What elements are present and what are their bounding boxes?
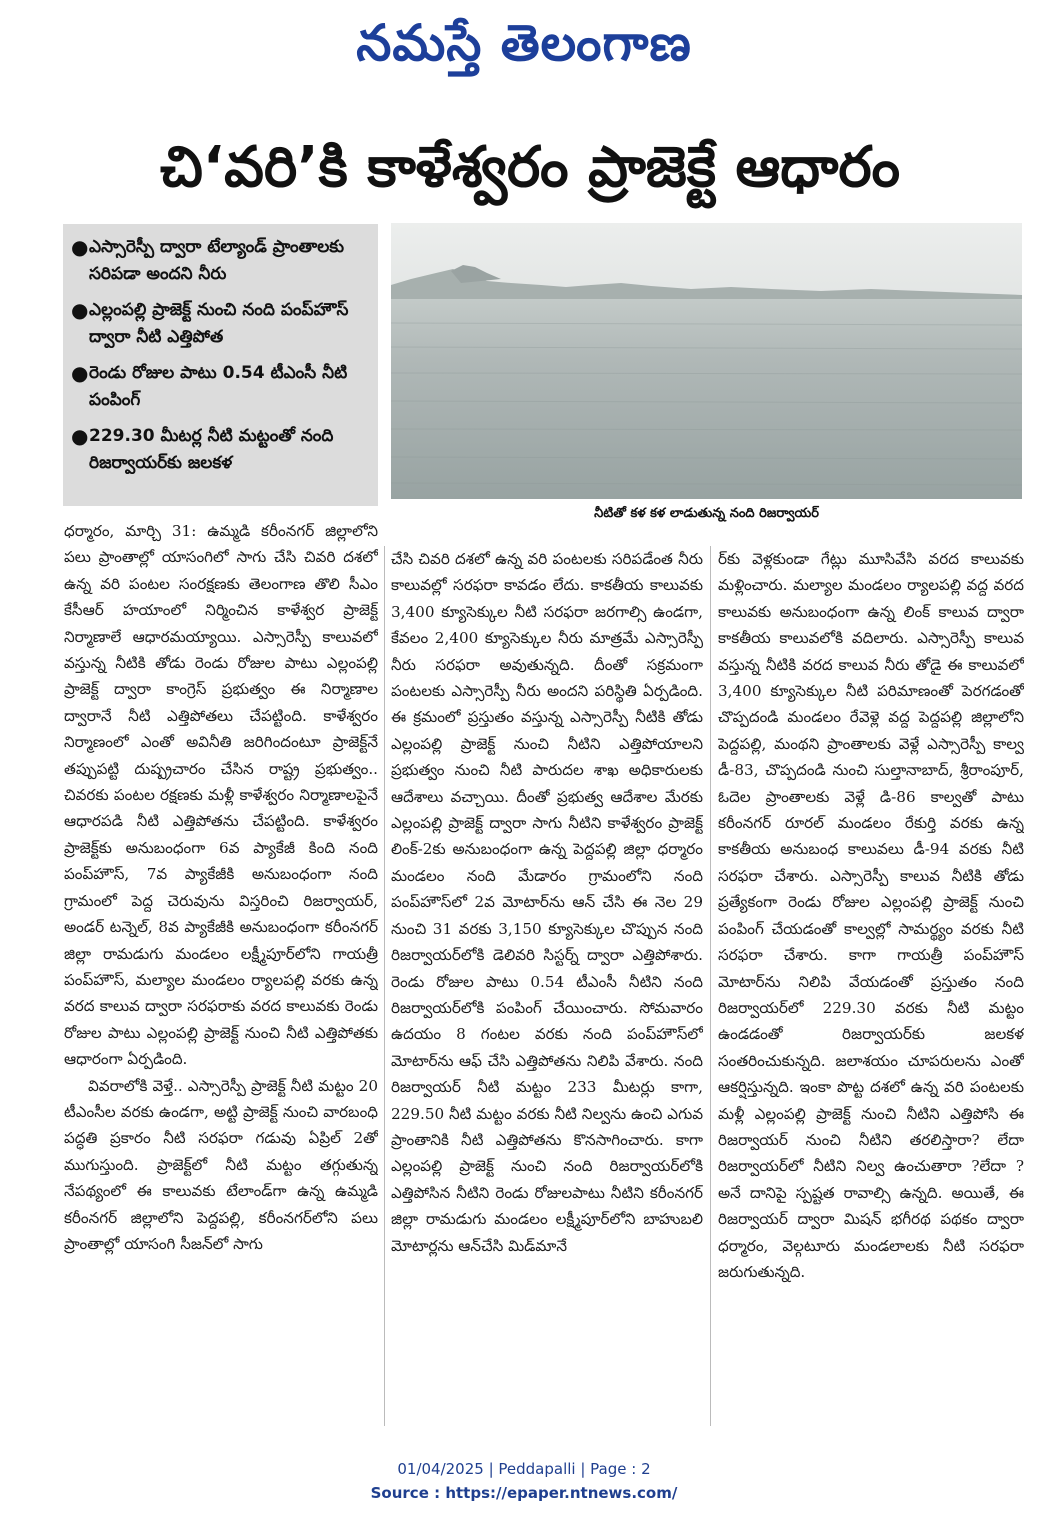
article-paragraph: ధర్మారం, మార్చి 31: ఉమ్మడి కరీంనగర్ జిల్లాలోని పలు ప్రాంతాల్లో యాసంగిలో సాగు చేసి చివరి దశలో ఉన్న వరి పంటల సంరక్షణకు తెలంగాణ తొలి సీఎం కేసీఆర్ హయాంలో నిర్మించిన కాళేశ్వర ప్రాజెక్ట్ నిర్మాణాలే ఆధారమయ్యాయి. ఎస్సారెస్పీ కాలువలో వస్తున్న నీటికి తోడు రెండు రోజుల పాటు ఎల్లంపల్లి ప్రాజెక్ట్ ద్వారా కాంగ్రెస్ ప్రభుత్వం ఈ నిర్మాణాల ద్వారానే నీటి ఎత్తిపోతలు చేపట్టింది. కాళేశ్వరం నిర్మాణంలో ఎంతో అవినీతి జరిగిందంటూ ప్రాజెక్ట్‌నే తప్పుపట్టి దుష్ప్రచారం చేసిన రాష్ట్ర ప్రభుత్వం.. చివరకు పంటల రక్షణకు మళ్లీ కాళేశ్వరం నిర్మాణాలపైనే ఆధారపడి నీటి ఎత్తిపోతను చేపట్టింది. కాళేశ్వరం ప్రాజెక్ట్‌కు అనుబంధంగా 6వ ప్యాకేజీ కింది నంది పంప్‌హౌస్, 7వ ప్యాకేజీకి అనుబంధంగా నంది గ్రామంలో పెద్ద చెరువును విస్తరించి రిజర్వాయర్, అండర్ టన్నెల్, 8వ ప్యాకేజీకి అనుబంధంగా కరీంనగర్ జిల్లా రామడుగు మండలం లక్ష్మీపూర్‌లోని గాయత్రీ పంప్‌హౌస్, మల్యాల మండలం ర్యాలపల్లి వరకు ఉన్న వరద కాలువ ద్వారా సరఫరాకు వరద కాలువకు రెండు రోజుల పాటు ఎల్లంపల్లి ప్రాజెక్ట్ నుంచి నీటి ఎత్తిపోతకు ఆధారంగా ఏర్పడింది.	[64, 522, 378, 1069]
bullet-dot-icon: ●	[71, 424, 89, 448]
bullet-dot-icon: ●	[71, 298, 89, 322]
article-column-1	[64, 518, 378, 1438]
reservoir-photo-illustration	[391, 223, 1022, 499]
bullet-dot-icon: ●	[71, 361, 89, 385]
highlight-text: ఎల్లంపల్లి ప్రాజెక్ట్ నుంచి నంది పంప్‌హౌస్ ద్వారా నీటి ఎత్తిపోత	[89, 300, 349, 347]
masthead-logo: నమస్తే తెలంగాణ	[356, 13, 692, 72]
article-paragraph: ర్‌కు వెళ్లకుండా గేట్లు మూసివేసి వరద కాలువకు మళ్లించారు. మల్యాల మండలం ర్యాలపల్లి వద్ద వరద కాలువకు అనుబంధంగా ఉన్న లింక్ కాలువ ద్వారా కాకతీయ కాలువలోకి వదిలారు. ఎస్సారెస్పీ కాలువ వస్తున్న నీటికి వరద కాలువ నీరు తోడై ఈ కాలువలో 3,400 క్యూసెక్కుల నీటి పరిమాణంతో పెరగడంతో చొప్పదండి మండలం రేవెళ్లె వద్ద పెద్దపల్లి జిల్లాలోని పెద్దపల్లి, మంథని ప్రాంతాలకు వెళ్లే ఎస్సారెస్పీ కాల్వ డీ-83, చొప్పదండి నుంచి సుల్తానాబాద్, శ్రీరాంపూర్, ఓదెల ప్రాంతాలకు వెళ్లే డి-86 కాల్వతో పాటు కరీంనగర్ రూరల్ మండలం రేకుర్తి వరకు ఉన్న కాకతీయ అనుబంధ కాలువలు డీ-94 వరకు నీటి సరఫరా చేశారు. ఎస్సారెస్పీ కాలువ నీటికి తోడు ప్రత్యేకంగా రెండు రోజుల ఎల్లంపల్లి ప్రాజెక్ట్ నుంచి పంపింగ్ చేయడంతో కాల్వల్లో సామర్థ్యం వరకు నీటి సరఫరా చేశారు. కాగా గాయత్రీ పంప్‌హౌస్ మోటార్‌ను నిలిపి వేయడంతో ప్రస్తుతం నంది రిజర్వాయర్‌లో 229.30 వరకు నీటి మట్టం ఉండడంతో రిజర్వాయర్‌కు జలకళ సంతరించుకున్నది. జలాశయం చూపరులను ఎంతో ఆకర్షిస్తున్నది. ఇంకా పొట్ట దశలో ఉన్న వరి పంటలకు మళ్లీ ఎల్లంపల్లి ప్రాజెక్ట్ నుంచి నీటిని ఎత్తిపోసి ఈ రిజర్వాయర్ నుంచి నీటిని తరలిస్తారా? లేదా రిజర్వాయర్‌లో నీటిని నిల్వ ఉంచుతారా ?లేదా ? అనే దానిపై స్పష్టత రావాల్సి ఉన్నది. అయితే, ఈ రిజర్వాయర్ ద్వారా మిషన్ భగీరథ పథకం ద్వారా ధర్మారం, వెల్గటూరు మండలాలకు నీటి సరఫరా జరుగుతున్నది.	[718, 550, 1024, 1281]
column-divider	[710, 546, 711, 1426]
article-headline: చి‘వరి’కి కాళేశ్వరం ప్రాజెక్టే ఆధారం	[160, 135, 900, 200]
highlight-item	[71, 360, 368, 414]
article-paragraph: వివరాలోకి వెళ్తే.. ఎస్సారెస్పీ ప్రాజెక్ట్ నీటి మట్టం 20 టీఎంసీల వరకు ఉండగా, అట్టి ప్రాజెక్ట్ నుంచి వారబంధి పద్ధతి ప్రకారం నీటి సరఫరా గడువు ఏప్రిల్ 2తో ముగుస్తుంది. ప్రాజెక్ట్‌లో నీటి మట్టం తగ్గుతున్న నేపథ్యంలో ఈ కాలువకు టేలాండ్‌గా ఉన్న ఉమ్మడి కరీంనగర్ జిల్లాలోని పెద్దపల్లి, కరీంనగర్‌లోని పలు ప్రాంతాల్లో యాసంగి సీజన్‌లో సాగు	[64, 1076, 378, 1253]
article-column-2	[391, 546, 703, 1440]
highlight-item	[71, 423, 368, 477]
highlight-text: 229.30 మీటర్ల నీటి మట్టంతో నంది రిజర్వాయర్‌కు జలకళ	[89, 426, 334, 473]
article-paragraph: చేసి చివరి దశలో ఉన్న వరి పంటలకు సరిపడేంత నీరు కాలువల్లో సరఫరా కావడం లేదు. కాకతీయ కాలువకు 3,400 క్యూసెక్కుల నీటి సరఫరా జరగాల్సి ఉండగా, కేవలం 2,400 క్యూసెక్కుల నీరు మాత్రమే ఎస్సారెస్పీ నీరు సరఫరా అవుతున్నది. దీంతో సక్రమంగా పంటలకు ఎస్సారెస్పీ నీరు అందని పరిస్థితి ఏర్పడింది. ఈ క్రమంలో ప్రస్తుతం వస్తున్న ఎస్సారెస్పీ నీటికి తోడు ఎల్లంపల్లి ప్రాజెక్ట్ నుంచి నీటిని ఎత్తిపోయాలని ప్రభుత్వం నుంచి నీటి పారుదల శాఖ అధికారులకు ఆదేశాలు వచ్చాయి. దీంతో ప్రభుత్వ ఆదేశాల మేరకు ఎల్లంపల్లి ప్రాజెక్ట్ ద్వారా సాగు నీటిని కాళేశ్వరం ప్రాజెక్ట్ లింక్-2కు అనుబంధంగా ఉన్న పెద్దపల్లి జిల్లా ధర్మారం మండలం నంది మేడారం గ్రామంలోని నంది పంప్‌హౌస్‌లో 2వ మోటార్‌ను ఆన్ చేసి ఈ నెల 29 నుంచి 31 వరకు 3,150 క్యూసెక్కుల చొప్పున నంది రిజర్వాయర్‌లోకి డెలివరి సిస్టర్న్ ద్వారా ఎత్తిపోశారు. రెండు రోజుల పాటు 0.54 టీఎంసీ నీటిని నంది రిజర్వాయర్‌లోకి పంపింగ్ చేయించారు. సోమవారం ఉదయం 8 గంటల వరకు నంది పంప్‌హౌస్‌లో మోటార్‌ను ఆఫ్ చేసి ఎత్తిపోతను నిలిపి వేశారు. నంది రిజర్వాయర్ నీటి మట్టం 233 మీటర్లు కాగా, 229.50 నీటి మట్టం వరకు నీటి నిల్వను ఉంచి ఎగువ ప్రాంతానికి నీటి ఎత్తిపోతను కొనసాగించారు. కాగా ఎల్లంపల్లి ప్రాజెక్ట్ నుంచి నంది రిజర్వాయర్‌లోకి ఎత్తిపోసిన నీటిని రెండు రోజులపాటు నీటిని కరీంనగర్ జిల్లా రామడుగు మండలం లక్ష్మీపూర్‌లోని బాహుబలి మోటార్లను ఆన్‌చేసి మిడ్‌మానే	[391, 550, 703, 1255]
highlight-text: రెండు రోజుల పాటు 0.54 టీఎంసీ నీటి పంపింగ్	[89, 363, 348, 410]
photo-caption: నీటితో కళ కళ లాడుతున్న నంది రిజర్వాయర్	[594, 506, 819, 521]
highlight-text: ఎస్సారెస్పీ ద్వారా టేల్యాండ్ ప్రాంతాలకు సరిపడా అందని నీరు	[89, 237, 345, 284]
footer-source: Source : https://epaper.ntnews.com/	[370, 1484, 678, 1502]
highlights-box	[63, 224, 378, 506]
bullet-dot-icon: ●	[71, 235, 89, 259]
article-column-3	[718, 546, 1024, 1440]
highlight-item	[71, 297, 368, 351]
reservoir-photo	[391, 223, 1022, 499]
footer-edition-info: 01/04/2025 | Peddapalli | Page : 2	[397, 1460, 651, 1478]
column-divider	[384, 546, 385, 1426]
highlight-item	[71, 234, 368, 288]
